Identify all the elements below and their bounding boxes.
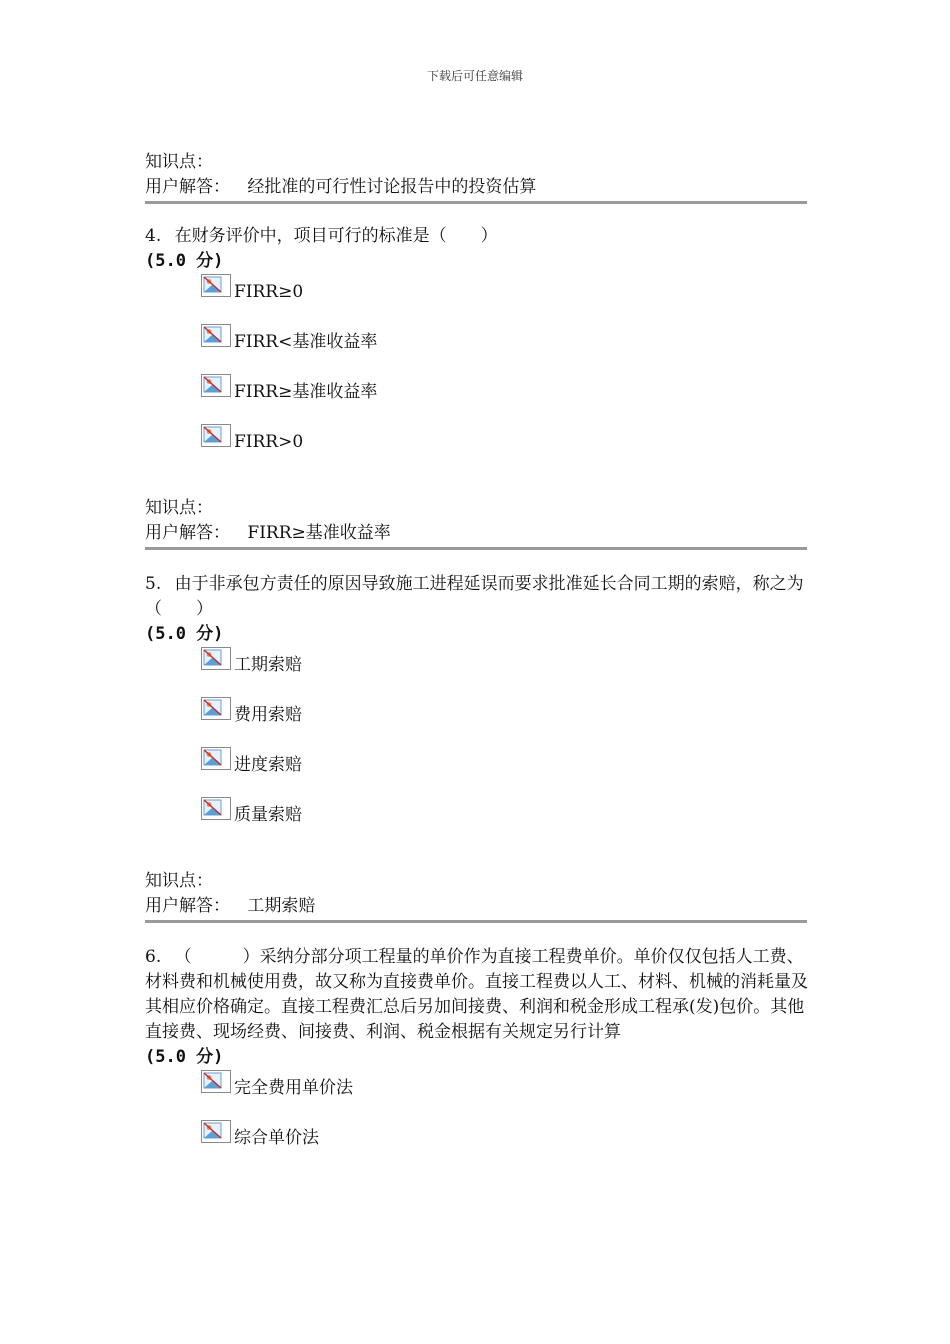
question-points: (5.0 分) [145,1047,224,1067]
user-answer-label: 用户解答： [145,523,230,543]
option[interactable] [201,1120,810,1170]
user-answer-line [145,175,810,200]
answer-block [145,869,810,923]
question-number: 4. [145,226,162,246]
option[interactable] [201,424,810,474]
divider [145,201,807,204]
broken-image-icon [201,324,231,347]
user-answer-value: FIRR≥基准收益率 [247,523,391,543]
option[interactable] [201,697,810,747]
question-text [145,945,815,1045]
question-body: 由于非承包方责任的原因导致施工进程延误而要求批准延长合同工期的索赔，称之为（ ） [145,574,804,619]
question-number: 5. [145,574,162,594]
broken-image-icon [201,697,231,720]
user-answer-value: 工期索赔 [247,896,316,916]
question-6 [145,945,810,1170]
option-label: 质量索赔 [234,805,302,825]
user-answer-line [145,521,810,546]
question-4 [145,224,810,550]
divider [145,920,807,923]
option-label: 综合单价法 [234,1128,319,1148]
option[interactable] [201,747,810,797]
broken-image-icon [201,747,231,770]
option[interactable] [201,374,810,424]
option-label: FIRR≥基准收益率 [234,382,378,402]
user-answer-label: 用户解答： [145,896,230,916]
question-5 [145,572,810,923]
option-list [201,647,810,847]
option[interactable] [201,1070,810,1120]
option-label: 费用索赔 [234,705,302,725]
question-text [145,224,815,249]
option-label: FIRR<基准收益率 [234,332,378,352]
user-answer-label: 用户解答： [145,177,230,197]
question-body: （ ）采纳分部分项工程量的单价作为直接工程费单价。单价仅仅包括人工费、材料费和机械使用费，故又称为直接费单价。直接工程费以人工、材料、机械的消耗量及其相应价格确定。直接工程费汇总后另加间接费、利润和税金形成工程承(发)包价。其他直接费、现场经费、间接费、利润、税金根据有关规定另行计算 [145,947,808,1042]
answer-block [145,496,810,550]
option[interactable] [201,647,810,697]
option-list [201,1070,810,1170]
knowledge-point-label: 知识点： [145,871,213,891]
broken-image-icon [201,797,231,820]
option-label: 工期索赔 [234,655,302,675]
header-note: 下载后可任意编辑 [426,69,523,83]
option-list [201,274,810,474]
question-text [145,572,815,622]
broken-image-icon [201,374,231,397]
question-points: (5.0 分) [145,624,224,644]
knowledge-point-label: 知识点： [145,152,213,172]
question-number: 6. [145,947,162,967]
divider [145,547,807,550]
broken-image-icon [201,647,231,670]
document-content [145,150,810,1170]
option-label: 进度索赔 [234,755,302,775]
user-answer-line [145,894,810,919]
option[interactable] [201,274,810,324]
question-points: (5.0 分) [145,251,224,271]
option[interactable] [201,797,810,847]
user-answer-value: 经批准的可行性讨论报告中的投资估算 [247,177,537,197]
prev-answer-block [145,150,810,204]
broken-image-icon [201,424,231,447]
option-label: FIRR≥0 [234,282,304,302]
knowledge-point-label: 知识点： [145,498,213,518]
broken-image-icon [201,1120,231,1143]
question-body: 在财务评价中，项目可行的标准是（ ） [174,226,498,246]
broken-image-icon [201,1070,231,1093]
option[interactable] [201,324,810,374]
option-label: FIRR>0 [234,432,304,452]
broken-image-icon [201,274,231,297]
option-label: 完全费用单价法 [234,1078,353,1098]
